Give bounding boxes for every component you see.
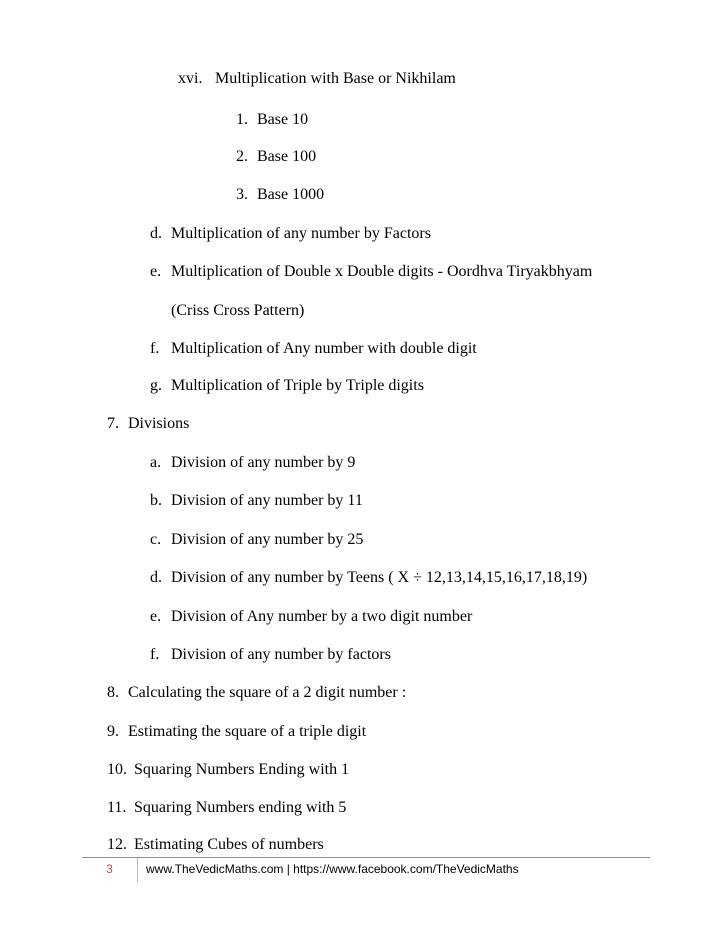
list-marker: 7. [107, 415, 119, 432]
footer-text: www.TheVedicMaths.com | https://www.facebook.com/TheVedicMaths [146, 862, 519, 876]
list-marker: a. [150, 454, 162, 471]
list-marker: xvi. [178, 70, 203, 87]
list-marker: 9. [107, 723, 119, 740]
list-marker: 8. [107, 684, 119, 701]
list-item-numbered [236, 110, 308, 130]
list-item-text: Division of any number by 9 [171, 454, 356, 471]
list-marker: b. [150, 492, 162, 509]
list-item-top-level [107, 722, 366, 742]
list-item-text: Calculating the square of a 2 digit number : [128, 684, 407, 701]
footer-divider [82, 857, 650, 858]
list-item-text: (Criss Cross Pattern) [171, 302, 305, 319]
list-marker: g. [150, 377, 162, 394]
list-item-text: Base 100 [257, 148, 317, 165]
list-marker: f. [150, 646, 160, 663]
list-marker: e. [150, 608, 162, 625]
list-item-lettered [150, 262, 592, 282]
list-item-text: Multiplication of Double x Double digits - Oordhva Tiryakbhyam [171, 263, 593, 280]
list-item-top-level [107, 683, 406, 703]
list-item-numbered [236, 147, 316, 167]
list-marker: f. [150, 340, 160, 357]
list-item-lettered [150, 530, 363, 550]
list-marker: c. [150, 531, 162, 548]
list-item-text: Squaring Numbers Ending with 1 [134, 761, 350, 778]
list-item-text: Division of any number by factors [171, 646, 391, 663]
list-item-text: Division of Any number by a two digit number [171, 608, 473, 625]
list-marker: d. [150, 569, 162, 586]
list-item-top-level [107, 414, 189, 434]
list-item-roman [178, 69, 456, 89]
page-number: 3 [106, 862, 113, 876]
list-item-text: Multiplication of any number by Factors [171, 225, 431, 242]
list-item-lettered [150, 645, 391, 665]
list-item-lettered [150, 491, 363, 511]
list-item-text: Estimating Cubes of numbers [134, 836, 324, 853]
list-item-text: Division of any number by Teens ( X ÷ 12,13,14,15,16,17,18,19) [171, 569, 588, 586]
list-item-top-level [107, 760, 349, 780]
list-marker: 1. [236, 111, 248, 128]
list-item-lettered [150, 224, 431, 244]
list-item-lettered [150, 568, 587, 588]
list-item-text: Division of any number by 11 [171, 492, 363, 509]
list-item-lettered [150, 453, 355, 473]
list-item-text: Multiplication with Base or Nikhilam [215, 70, 456, 87]
list-item-text: Division of any number by 25 [171, 531, 364, 548]
list-item-lettered [150, 339, 477, 359]
list-item-numbered [236, 185, 324, 205]
list-marker: 3. [236, 186, 248, 203]
list-item-text: Divisions [128, 415, 190, 432]
list-item-text: Multiplication of Triple by Triple digits [171, 377, 424, 394]
list-item-text: Multiplication of Any number with double digit [171, 340, 477, 357]
list-marker: e. [150, 263, 162, 280]
list-item-top-level [107, 835, 324, 855]
list-item-text: Base 1000 [257, 186, 325, 203]
list-item-text: Base 10 [257, 111, 309, 128]
list-item-continuation [171, 301, 304, 321]
list-marker: 10. [107, 761, 127, 778]
list-item-text: Squaring Numbers ending with 5 [134, 799, 347, 816]
list-marker: 2. [236, 148, 248, 165]
list-marker: d. [150, 225, 162, 242]
list-item-top-level [107, 798, 346, 818]
list-item-lettered [150, 376, 424, 396]
list-marker: 12. [107, 836, 127, 853]
list-item-lettered [150, 607, 472, 627]
list-marker: 11. [107, 799, 127, 816]
list-item-text: Estimating the square of a triple digit [128, 723, 367, 740]
